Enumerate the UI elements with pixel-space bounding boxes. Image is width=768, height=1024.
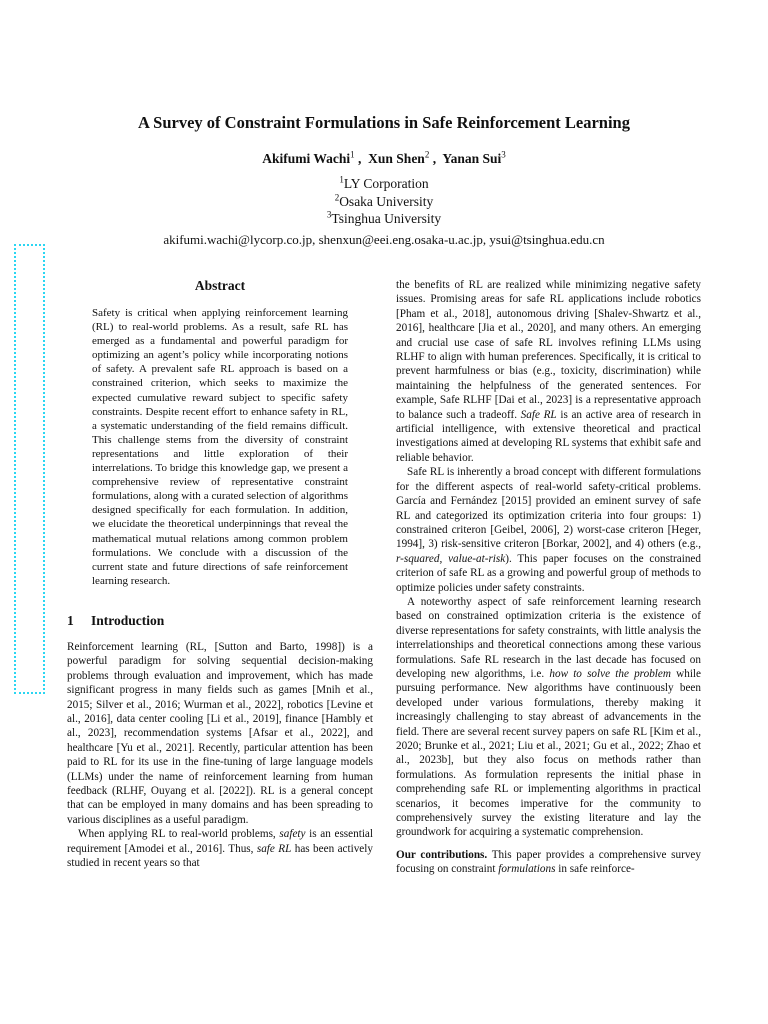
author-list: Akifumi Wachi$^1$ , Xun Shen$^2$ , Yanan Sui$^3$ <box>262 149 506 166</box>
contributions-paragraph: Our contributions. This paper provides a comprehensive survey focusing on constraint formulations in safe reinforce- <box>396 848 701 876</box>
author-emails: akifumi.wachi@lycorp.co.jp, shenxun@eei.eng.osaka-u.ac.jp, ysui@tsinghua.edu.cn <box>163 232 605 247</box>
abstract-heading: Abstract <box>194 278 246 293</box>
affiliation: $^2$Osaka University <box>334 192 434 209</box>
author-affil-mark: 2 <box>424 149 430 160</box>
intro-paragraph-1: Reinforcement learning (RL, [Sutton and Barto, 1998]) is a powerful paradigm for solving sequential decision-making problems through evaluation and improvement, which has made significant progress in many fields such as games [Mnih et al., 2015; Silver et al., 2016; Wurman et al., 2022], robotics [Levine et al., 2016], data center cooling [Li et al., 2019], finance [Hambly et al., 2023], recommendation systems [Afsar et al., 2022], and healthcare [Yu et al., 2021]. Recently, particular attention has been paid to RL for its use in the fine-tuning of large language models (LLMs) under the name of reinforcement learning from human feedback (RLHF, Ouyang et al. [2022]). RL is a general concept that can be employed in many domains and has been spreading to various disciplines as a useful paradigm. <box>67 640 373 826</box>
margin-annotation-box-edge <box>43 244 45 694</box>
author-affil-mark: 1 <box>350 149 355 160</box>
section-number: 1 <box>67 612 74 628</box>
right-column <box>396 278 701 877</box>
left-column <box>67 278 373 870</box>
right-paragraph-2: Safe RL is inherently a broad concept with different formulations for the different aspects of real-world safety-critical problems. García and Fernández [2015] provided an eminent survey of safe RL and categorized its optimization criteria into four groups: 1) constrained criteron [Geibel, 2006], 2) worst-case criteron [Heger, 1994], 3) risk-sensitive criteron [Borkar, 2002], and 4) others (e.g., r-squared, value-at-risk). This paper focuses on the constrained criterion of safe RL as a growing and powerful group of methods to optimize policies under safety constraints. <box>396 466 701 594</box>
paper-title: A Survey of Constraint Formulations in Safe Reinforcement Learning <box>138 113 630 132</box>
right-paragraph-1: the benefits of RL are realized while minimizing negative safety issues. Promising areas for safe RL applications include robotics [Pham et al., 2018], autonomous driving [Shalev-Shwartz et al., 2016], healthcare [Jia et al., 2020], and many others. An emerging and crucial use case of safe RL involves refining LLMs using RLHF to align with human preferences. Specifically, it is critical to prevent harmfulness or bias (e.g., toxicity, discrimination) while maintaining the helpfulness of the generated sentences. For example, Safe RLHF [Dai et al., 2023] is a representative approach to balance such a tradeoff. Safe RL is an active area of research in artificial intelligence, with extensive theoretical and practical investigations aimed at developing RL systems that exhibit safe and reliable behavior. <box>396 279 701 464</box>
author-name: Akifumi Wachi <box>262 151 351 166</box>
right-paragraph-3: A noteworthy aspect of safe reinforcement learning research based on constrained optimization criteria is the existence of diverse representations for safety constraints, with little analysis the interrelationships and theoretical connections among these various formulations. Safe RL research in the last decade has focused on developing new algorithms, i.e. how to solve the problem while pursuing performance. New algorithms have continuously been developed under various formulations, thereby making it increasingly challenging to stay abreast of advancements in the field. There are several recent survey papers on safe RL [Kim et al., 2020; Brunke et al., 2021; Liu et al., 2021; Gu et al., 2022; Zhao et al., 2023b], but they also focus on methods rather than formulations. As formulation represents the initial phase in comprehending safe RL or implementing algorithms in practical scenarios, it becomes imperative for the community to comprehensively survey the existing literature and lay the groundwork for acquiring a systematic comprehension. <box>396 595 701 839</box>
margin-annotation-box <box>14 244 45 694</box>
intro-paragraph-2: When applying RL to real-world problems, safety is an essential requirement [Amodei et al., 2016]. Thus, safe RL has been actively studied in recent years so that <box>67 828 373 869</box>
section-title: Introduction <box>91 612 165 628</box>
section-heading-introduction <box>67 612 373 630</box>
author-affil-mark: 3 <box>501 149 506 160</box>
affiliation: $^3$Tsinghua University <box>326 209 442 226</box>
author-name: Xun Shen <box>368 151 425 166</box>
author-name: Yanan Sui <box>442 151 502 166</box>
abstract-text: Safety is critical when applying reinforcement learning (RL) to real-world problems. As a result, safe RL has emerged as a fundamental and powerful paradigm for optimizing an agent’s policy while incorporating notions of safety. A prevalent safe RL approach is based on a constrained criterion, which seeks to maximize the expected cumulative reward subject to specific safety constraints. Despite recent effort to enhance safety in RL, a systematic understanding of the field remains difficult. This challenge stems from the diversity of constraint representations and little exploration of their interrelations. To bridge this knowledge gap, we present a comprehensive review of representative constraint formulations, along with a curated selection of algorithms designed specifically for each formulation. In addition, we elucidate the theoretical underpinnings that reveal the mathematical mutual relations among common problem formulations. We conclude with a discussion of the current state and future directions of safe reinforcement learning research. <box>92 307 348 587</box>
affiliation: $^1$LY Corporation <box>339 174 429 191</box>
contributions-heading: Our contributions. <box>396 848 488 861</box>
affiliation-list <box>0 175 768 228</box>
